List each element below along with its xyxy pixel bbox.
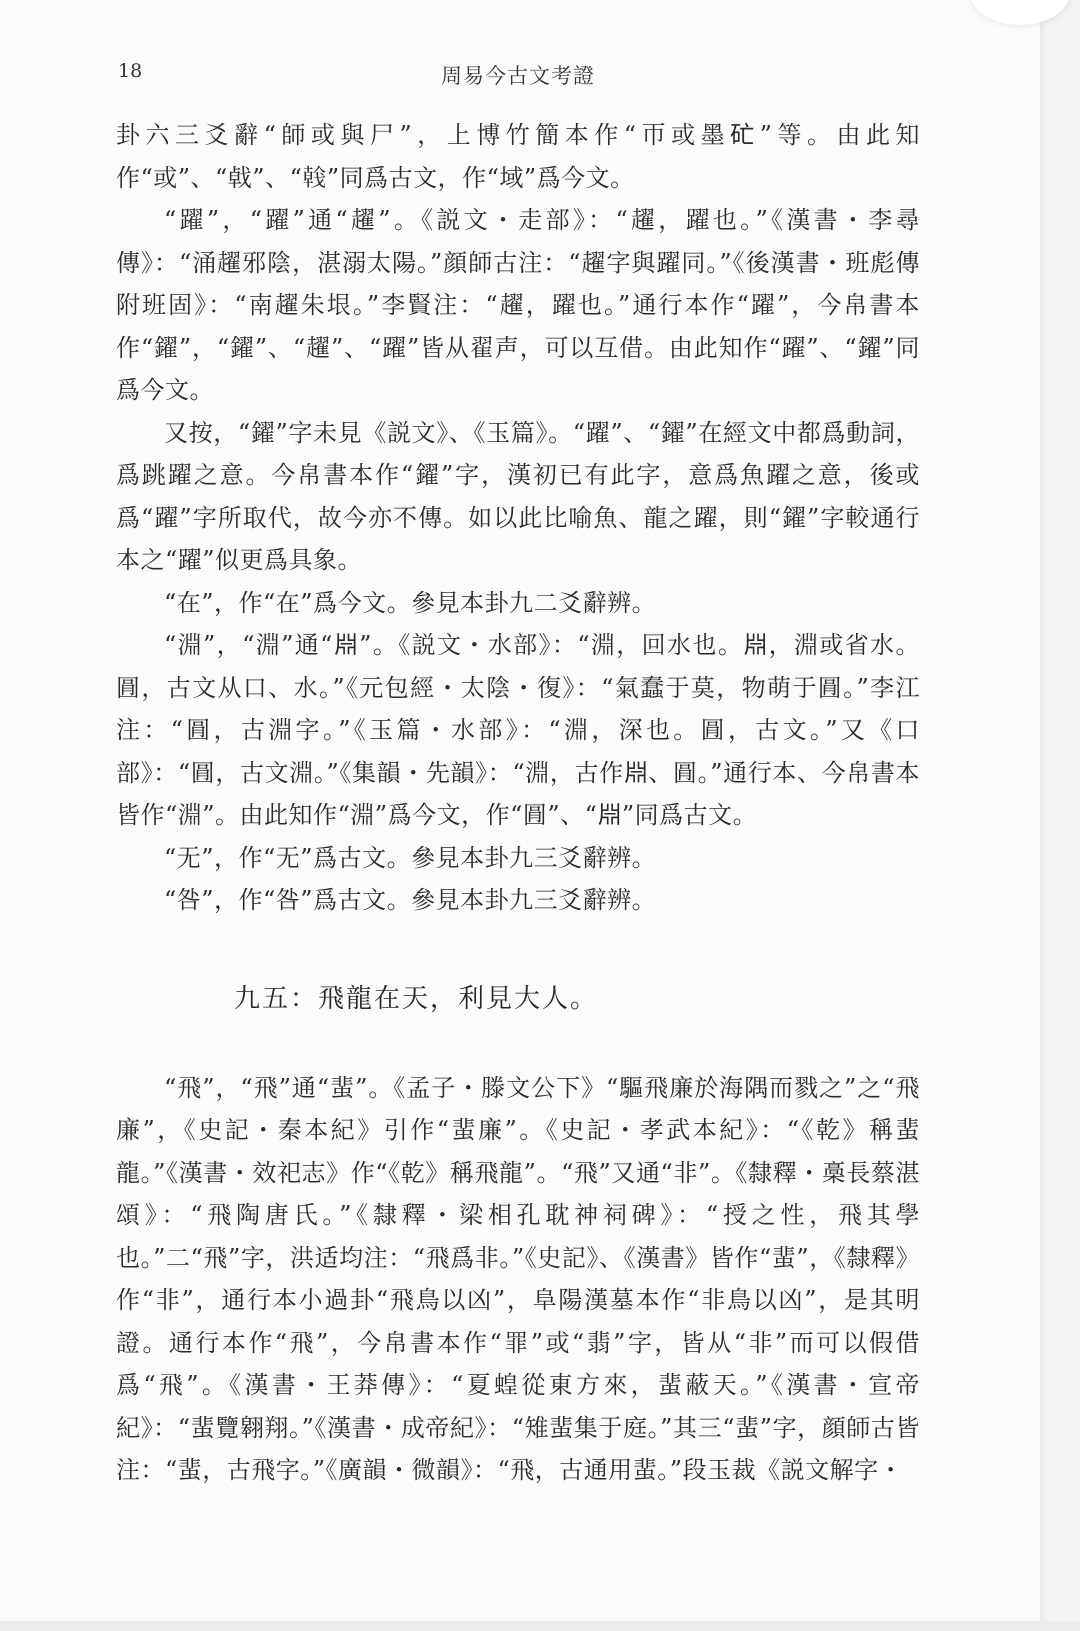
paragraph: “在”，作“在”爲今文。參見本卦九二爻辭辨。 — [164, 588, 657, 617]
paragraph: “飛”，“飛”通“蜚”。《孟子・滕文公下》“驅飛廉於海隅而戮之”之“飛廉”，《史記・秦本紀》引作“蜚廉”。《史記・孝武本紀》：“《乾》稱蜚龍。”《漢書・效祀志》作“《乾》稱飛龍”。“飛”又通“非”。《隸釋・槀長蔡湛頌》：“飛陶唐氏。”《隸釋・梁相孔耽神祠碑》：“授之性，飛其學也。”二“飛”字，洪适均注：“飛爲非。”《史記》、《漢書》皆作“蜚”，《隸釋》作“非”，通行本小過卦“飛鳥以凶”，阜陽漢墓本作“非鳥以凶”，是其明證。通行本作“飛”，今帛書本作“罪”或“翡”字，皆从“非”而可以假借爲“飛”。《漢書・王莽傳》：“夏蝗從東方來，蜚蔽天。”《漢書・宣帝紀》：“蜚覽翱翔。”《漢書・成帝紀》：“雉蜚集于庭。”其三“蜚”字，顔師古皆注：“蜚，古飛字。”《廣韻・微韻》：“飛，古通用蜚。”段玉裁《説文解字・ — [116, 1073, 920, 1484]
paragraph: “咎”，作“咎”爲古文。參見本卦九三爻辭辨。 — [164, 886, 657, 914]
page-body — [116, 114, 920, 1492]
paragraph: 卦六三爻辭“師或與尸”，上博竹簡本作“帀或墨𥐞”等。由此知作“或”、“㦸”、“𢧢”同爲古文，作“域”爲今文。 — [116, 121, 920, 192]
paragraph: “躍”，“躍”通“趯”。《説文・走部》：“趯，躍也。”《漢書・李尋傳》：“涌趯邪陰，湛溺太陽。”顔師古注：“趯字與躍同。”《後漢書・班彪傳附班固》：“南趯朱垠。”李賢注：“趯，躍也。”通行本作“躍”，今帛書本作“鑃”，“鑃”、“趯”、“躍”皆从翟声，可以互借。由此知作“躍”、“鑃”同爲今文。 — [116, 206, 920, 404]
section-heading: 九五：飛龍在天，利見大人。 — [234, 983, 599, 1014]
page-header — [118, 60, 918, 90]
paragraph: 又按，“鑃”字未見《説文》、《玉篇》。“躍”、“鑃”在經文中都爲動詞，爲跳躍之意。今帛書本作“鑃”字，漢初已有此字，意爲魚躍之意，後或爲“躍”字所取代，故今亦不傳。如以此比喻魚、龍之躍，則“鑃”字較通行本之“躍”似更爲具象。 — [116, 418, 920, 574]
corner-button[interactable] — [970, 0, 1070, 25]
paragraph: “淵”，“淵”通“𣶒”。《説文・水部》：“淵，回水也。𣶒，淵或省水。㘣，古文从口、水。”《元包經・太陰・復》：“氣蠢于莫，物萌于㘣。”李江注：“㘣，古淵字。”《玉篇・水部》：“淵，深也。㘣，古文。”又《口部》：“㘣，古文淵。”《集韻・先韻》：“淵，古作𣶒、㘣。”通行本、今帛書本皆作“淵”。由此知作“淵”爲今文，作“㘣”、“𣶒”同爲古文。 — [116, 631, 920, 829]
running-title: 周易今古文考證 — [441, 64, 595, 88]
page-number: 18 — [118, 60, 143, 82]
bottom-bar — [0, 1621, 1080, 1631]
paragraph: “无”，作“无”爲古文。參見本卦九三爻辭辨。 — [164, 843, 657, 872]
